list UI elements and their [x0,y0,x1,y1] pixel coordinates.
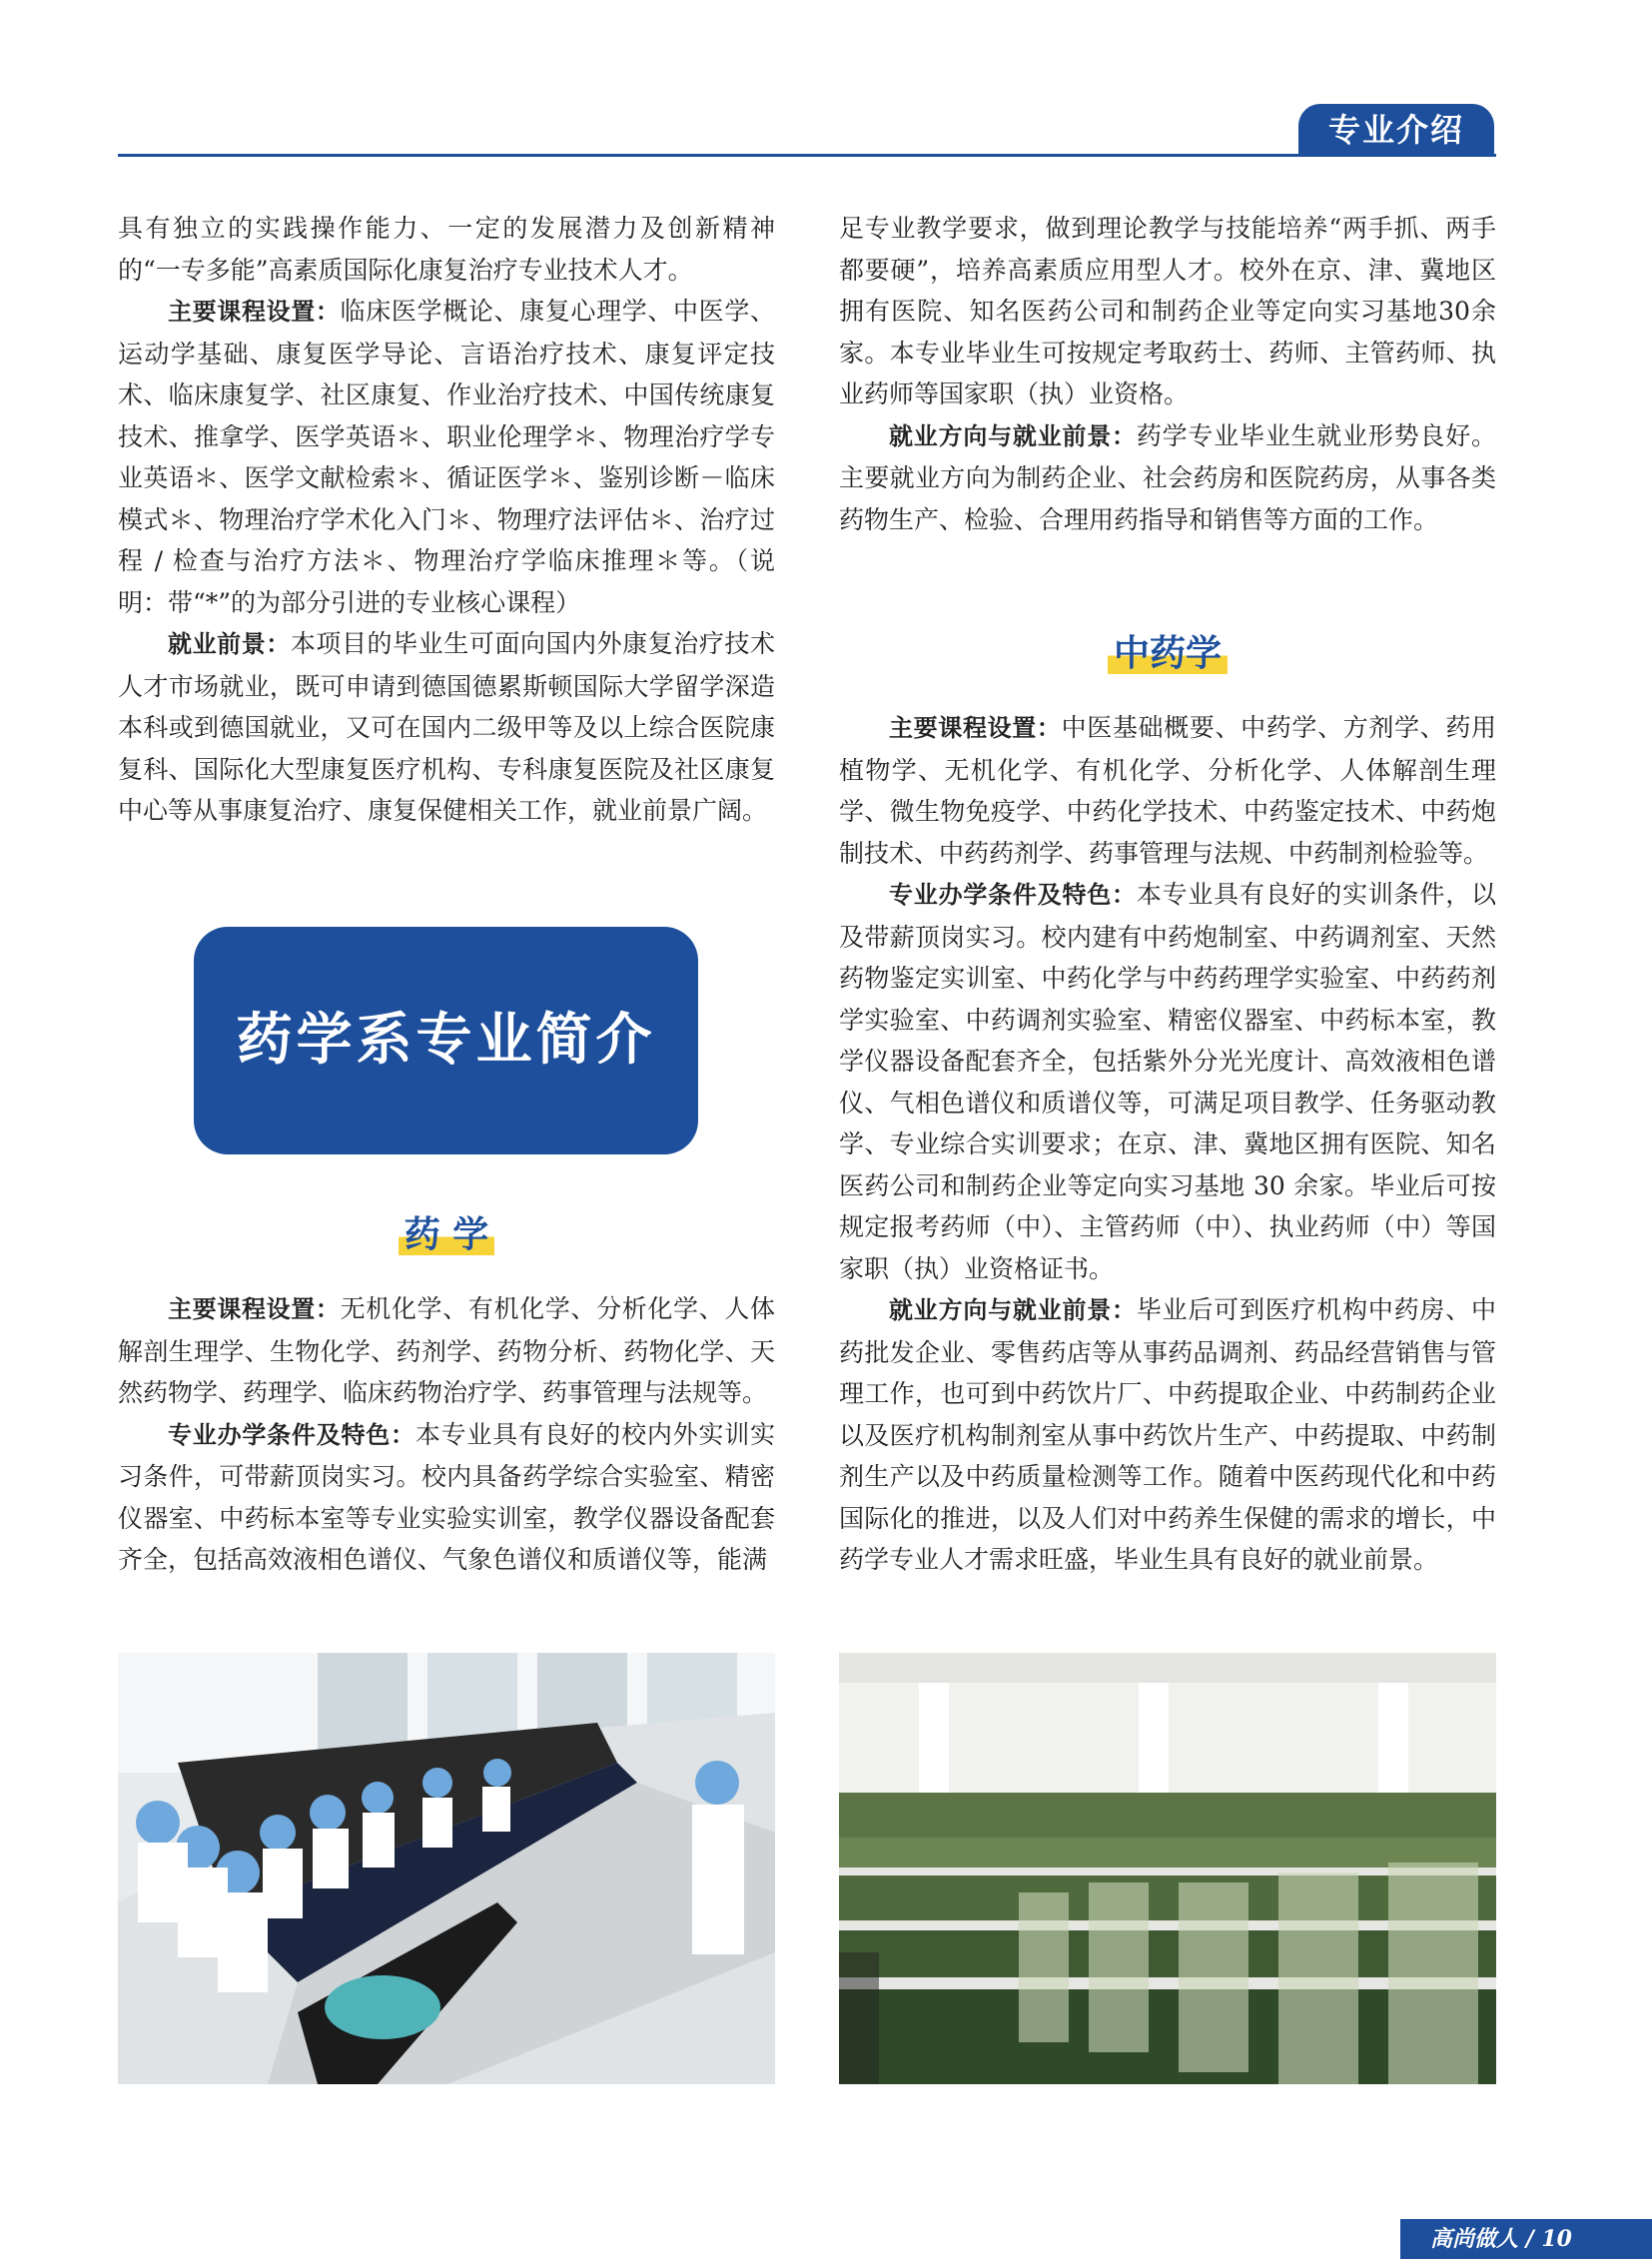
tcm-heading [839,629,1496,679]
left-column-top [118,208,775,832]
rehab-career-label: 就业前景： [168,630,291,658]
right-column-top [839,208,1496,540]
right-column-tcm [839,707,1496,1581]
pharmacy-courses-text: 无机化学、有机化学、分析化学、人体解剖生理学、生物化学、药剂学、药物分析、药物化学、天然药物学、药理学、临床药物治疗学、药事管理与法规等。 [118,1294,775,1407]
tcm-courses-text: 中医基础概要、中药学、方剂学、药用植物学、无机化学、有机化学、分析化学、人体解剖生理学、微生物免疫学、中药化学技术、中药鉴定技术、中药炮制技术、中药药剂学、药事管理与法规、中药制剂检验等。 [839,713,1496,868]
lab-photo [118,1653,775,2084]
rehab-courses-label: 主要课程设置： [168,298,341,326]
tcm-career-paragraph [839,1289,1496,1581]
pharmacy-conditions-label: 专业办学条件及特色： [168,1420,415,1449]
footer-page-label: 高尚做人 / 10 [1400,2219,1652,2259]
pharmacy-heading [118,1210,775,1260]
tcm-career-text: 毕业后可到医疗机构中药房、中药批发企业、零售药店等从事药品调剂、药品经营销售与管理工作，也可到中药饮片厂、中药提取企业、中药制药企业以及医疗机构制剂室从事中药饮片生产、中药提取、中药制剂生产以及中药质量检测等工作。随着中医药现代化和中药国际化的推进，以及人们对中药养生保健的需求的增长，中药学专业人才需求旺盛，毕业生具有良好的就业前景。 [839,1295,1496,1574]
header-rule [118,154,1496,157]
pharmacy-conditions-text: 本专业具有良好的校内外实训实习条件，可带薪顶岗实习。校内具备药学综合实验室、精密仪器室、中药标本室等专业实验实训室，教学仪器设备配套齐全，包括高效液相色谱仪、气象色谱仪和质谱仪等，能满 [118,1419,775,1574]
section-tab: 专业介绍 [1298,104,1494,156]
specimen-room-illustration [839,1653,1496,2084]
pharmacy-courses-label: 主要课程设置： [168,1295,341,1323]
tcm-courses-label: 主要课程设置： [889,714,1062,742]
left-column-pharmacy [118,1288,775,1581]
pharmacy-conditions-continued: 足专业教学要求，做到理论教学与技能培养“两手抓、两手都要硬”，培养高素质应用型人才。校外在京、津、冀地区拥有医院、知名医药公司和制药企业等定向实习基地30余家。本专业毕业生可按规定考取药士、药师、主管药师、执业药师等国家职（执）业资格。 [839,214,1496,408]
pharmacy-courses-paragraph [118,1288,775,1414]
intro-continued: 具有独立的实践操作能力、一定的发展潜力及创新精神的“一专多能”高素质国际化康复治疗专业技术人才。 [118,214,775,285]
rehab-courses-paragraph [118,291,775,623]
pharmacy-career-label: 就业方向与就业前景： [889,421,1137,450]
rehab-career-text: 本项目的毕业生可面向国内外康复治疗技术人才市场就业，既可申请到德国德累斯顿国际大学留学深造本科或到德国就业，又可在国内二级甲等及以上综合医院康复科、国际化大型康复医疗机构、专科康复医院及社区康复中心等从事康复治疗、康复保健相关工作，就业前景广阔。 [118,629,775,825]
lab-photo-illustration [118,1653,775,2084]
tcm-courses-paragraph [839,707,1496,874]
rehab-career-paragraph [118,623,775,832]
specimen-room-photo [839,1653,1496,2084]
tcm-conditions-text: 本专业具有良好的实训条件，以及带薪顶岗实习。校内建有中药炮制室、中药调剂室、天然药物鉴定实训室、中药化学与中药药理学实验室、中药药剂学实验室、中药调剂实验室、精密仪器室、中药标本室，教学仪器设备配套齐全，包括紫外分光光度计、高效液相色谱仪、气相色谱仪和质谱仪等，可满足项目教学、任务驱动教学、专业综合实训要求；在京、津、冀地区拥有医院、知名医药公司和制药企业等定向实习基地 30 余家。毕业后可按规定报考药师（中）、主管药师（中）、执业药师（中）等国家职（执）业资格证书。 [839,880,1496,1283]
pharmacy-career-paragraph [839,415,1496,541]
tcm-conditions-label: 专业办学条件及特色： [889,881,1137,909]
rehab-courses-text: 临床医学概论、康复心理学、中医学、运动学基础、康复医学导论、言语治疗技术、康复评定技术、临床康复学、社区康复、作业治疗技术、中国传统康复技术、推拿学、医学英语＊、职业伦理学＊、物理治疗学专业英语＊、医学文献检索＊、循证医学＊、鉴别诊断－临床模式＊、物理治疗学术化入门＊、物理疗法评估＊、治疗过程 / 检查与治疗方法＊、物理治疗学临床推理＊等。（说明：带“*”的为部分引进的专业核心课程） [118,297,775,617]
pharmacy-conditions-paragraph [118,1414,775,1581]
tcm-heading-text: 中药学 [1108,633,1228,674]
pharmacy-heading-text: 药 学 [399,1214,495,1255]
tcm-conditions-paragraph [839,874,1496,1289]
tcm-career-label: 就业方向与就业前景： [889,1296,1137,1324]
pharmacy-career-text: 药学专业毕业生就业形势良好。主要就业方向为制药企业、社会药房和医院药房，从事各类药物生产、检验、合理用药指导和销售等方面的工作。 [839,420,1496,534]
department-banner: 药学系专业简介 [194,927,698,1154]
